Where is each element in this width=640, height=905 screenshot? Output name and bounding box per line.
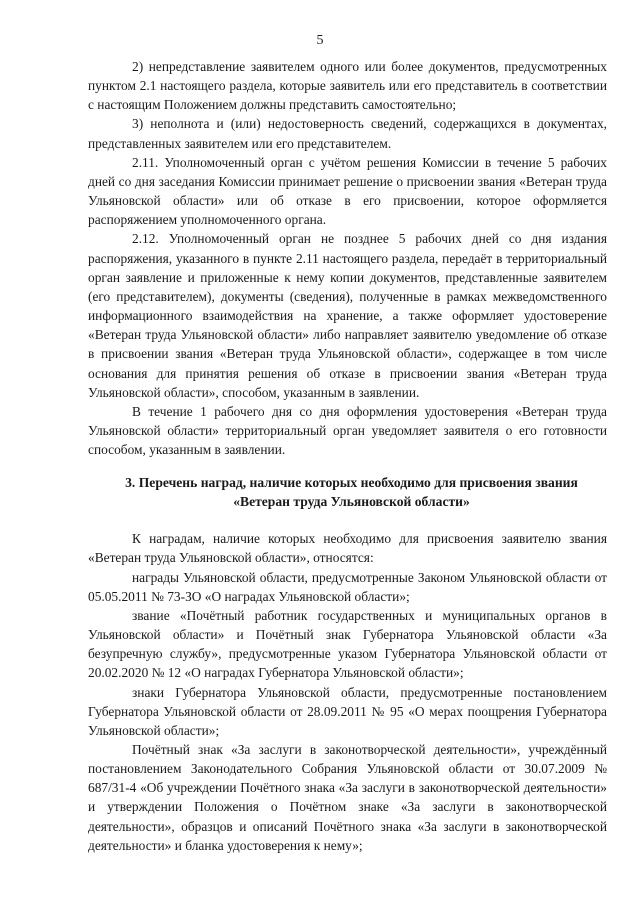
spacer — [88, 511, 607, 529]
paragraph-2-11: 2.11. Уполномоченный орган с учётом решения Комиссии в течение 5 рабочих дней со дня заседания Комиссии принимает решение о присвоении звания «Ветеран труда Ульяновской области» или об отказе в его присвоении, которое оформляется распоряжением уполномоченного органа. — [88, 154, 607, 228]
spacer — [88, 459, 607, 473]
section-heading-line1: 3. Перечень наград, наличие которых необходимо для присвоения звания — [125, 475, 578, 491]
paragraph-item-3: 3) неполнота и (или) недостоверность сведений, содержащихся в документах, представленных заявителем или его представителем. — [88, 116, 607, 151]
section-heading-line2: «Ветеран труда Ульяновской области» — [233, 494, 470, 510]
document-body — [88, 57, 607, 855]
paragraph-item-2: 2) непредставление заявителем одного или более документов, предусмотренных пунктом 2.1 настоящего раздела, которые заявитель или его представитель в соответствии с настоящим Положением должны представить самостоятельно; — [88, 59, 607, 113]
paragraph-notification: В течение 1 рабочего дня со дня оформления удостоверения «Ветеран труда Ульяновской области» территориальный орган уведомляет заявителя о его готовности способом, указанным в заявлении. — [88, 403, 607, 458]
paragraph-award-honorary-title: звание «Почётный работник государственных и муниципальных органов в Ульяновской области» и Почётный знак Губернатора Ульяновской области «За безупречную службу», предусмотренные указом Губернатора Ульяновской области от 20.02.2020 № 12 «О наградах Губернатора Ульяновской области»; — [88, 607, 607, 681]
paragraph-award-governor-signs: знаки Губернатора Ульяновской области, предусмотренные постановлением Губернатора Ульяновской области от 28.09.2011 № 95 «О мерах поощрения Губернатора Ульяновской области»; — [88, 684, 607, 738]
paragraph-2-12: 2.12. Уполномоченный орган не позднее 5 рабочих дней со дня издания распоряжения, указанного в пункте 2.11 настоящего раздела, передаёт в территориальный орган заявление и приложенные к нему копии документов, представленные заявителем (его представителем), документы (сведения), полученные в рамках межведомственного информационного взаимодействия на хранение, а также оформляет удостоверение «Ветеран труда Ульяновской области» либо направляет заявителю уведомление об отказе в присвоении звания «Ветеран труда Ульяновской области», содержащее в том числе основания для принятия решения об отказе в присвоении звания «Ветеран труда Ульяновской области», способом, указанным в заявлении. — [88, 231, 607, 400]
paragraph-awards-intro: К наградам, наличие которых необходимо для присвоения заявителю звания «Ветеран труда Ульяновской области», относятся: — [88, 531, 607, 566]
section-heading — [88, 473, 607, 511]
paragraph-award-regional: награды Ульяновской области, предусмотренные Законом Ульяновской области от 05.05.2011 № 73-ЗО «О наградах Ульяновской области»; — [88, 569, 607, 604]
page-number: 5 — [316, 33, 324, 48]
paragraph-award-legislative-merit: Почётный знак «За заслуги в законотворческой деятельности», учреждённый постановлением Законодательного Собрания Ульяновской области от 30.07.2009 № 687/31-4 «Об учреждении Почётного знака «За заслуги в законотворческой деятельности» и утверждении Положения о Почётном знаке «За заслуги в законотворческой деятельности», образцов и описаний Почётного знака «За заслуги в законотворческой деятельности» и бланка удостоверения к нему»; — [88, 742, 607, 853]
